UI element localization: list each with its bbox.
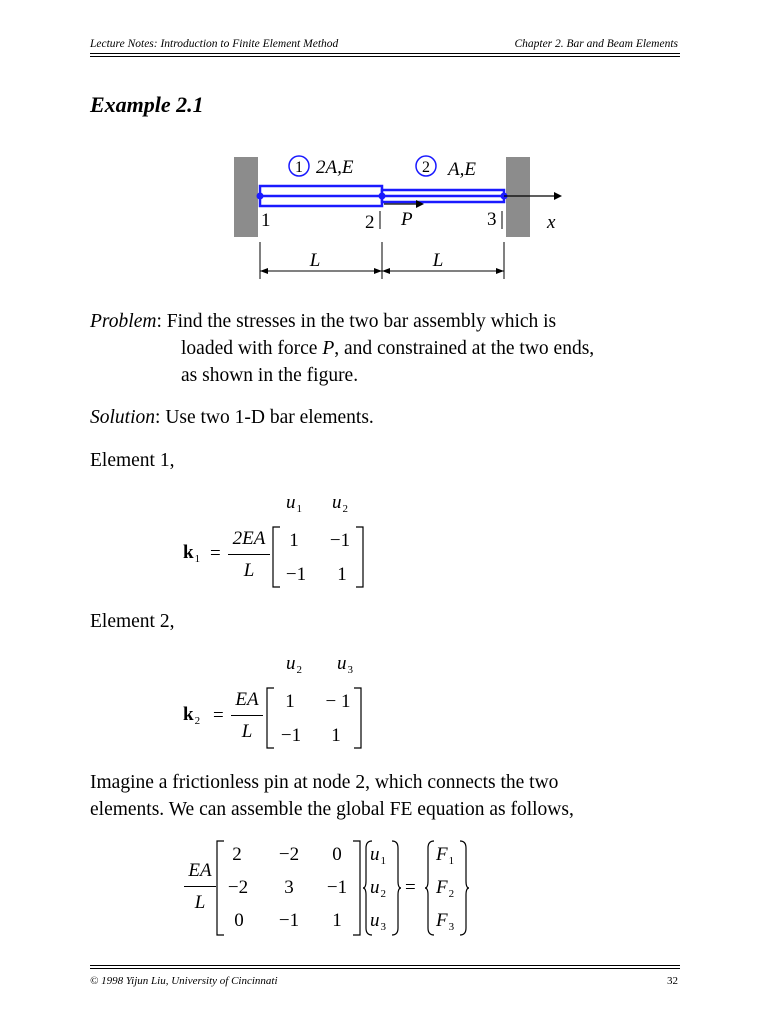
- element-1-m21: −1: [285, 564, 307, 585]
- global-numerator: EA: [188, 860, 212, 881]
- x-axis-arrowhead: [554, 192, 562, 200]
- global-m21: −2: [227, 877, 249, 898]
- global-m23: −1: [326, 877, 348, 898]
- assembly-line-1: Imagine a frictionless pin at node 2, which connects the two: [90, 772, 559, 793]
- problem-label: Problem: [90, 311, 157, 332]
- example-title: Example 2.1: [90, 92, 204, 117]
- global-fraction-bar: [184, 886, 216, 887]
- element-2-fraction-bar: [231, 715, 263, 716]
- element-2-equals: =: [213, 705, 224, 726]
- load-label: P: [401, 209, 413, 230]
- problem-text-2a: loaded with force: [181, 338, 323, 359]
- element-1-col-2: $u_2$: [332, 492, 348, 515]
- element-2-m21: −1: [280, 725, 302, 746]
- solution-text: Use two 1-D bar elements.: [165, 407, 374, 428]
- dim-arrow-1b: [374, 268, 382, 274]
- element-1-numerator: 2EA: [232, 528, 266, 549]
- footer-rule-2: [90, 968, 680, 969]
- length-2-label: L: [432, 250, 444, 271]
- element-1-props: 2A,E: [316, 157, 354, 178]
- problem-text-2b: , and constrained at the two ends,: [334, 338, 595, 359]
- global-m32: −1: [278, 910, 300, 931]
- global-m11: 2: [232, 844, 242, 865]
- x-axis-label: x: [547, 212, 556, 233]
- problem-line-2: [181, 336, 594, 362]
- element-1-m12: −1: [329, 530, 351, 551]
- element-2-numerator: EA: [235, 689, 259, 710]
- dim-arrow-1a: [260, 268, 268, 274]
- bar-assembly-figure: [220, 145, 580, 285]
- element-2-col-1: $u_2$: [286, 653, 302, 676]
- displacement-u1: $u_1$: [370, 844, 386, 867]
- global-m12: −2: [278, 844, 300, 865]
- assembly-line-2: elements. We can assemble the global FE equation as follows,: [90, 799, 574, 820]
- element-2-m12: − 1: [325, 691, 351, 712]
- solution-label: Solution: [90, 407, 156, 428]
- left-wall: [234, 157, 258, 237]
- node-1-label: 1: [261, 210, 271, 231]
- right-wall: [506, 157, 530, 237]
- length-1-label: L: [309, 250, 321, 271]
- header-rule-1: [90, 53, 680, 54]
- node-2-label: 2: [365, 212, 375, 233]
- element-1-fraction-bar: [228, 554, 270, 555]
- global-m33: 1: [332, 910, 342, 931]
- header-right: Chapter 2. Bar and Beam Elements: [514, 38, 678, 50]
- force-f3: $F_3$: [436, 910, 455, 933]
- dim-arrow-2a: [382, 268, 390, 274]
- problem-text-1: Find the stresses in the two bar assembly which is: [166, 311, 557, 332]
- element-2-props: A,E: [448, 159, 476, 180]
- element-2-denominator: L: [241, 721, 253, 742]
- element-1-equals: =: [210, 543, 221, 564]
- footer-rule-1: [90, 965, 680, 966]
- force-f1: $F_1$: [436, 844, 455, 867]
- header-rule-2: [90, 56, 680, 57]
- element-1-k-symbol: $k_1$: [183, 542, 201, 565]
- element-1-m11: 1: [289, 530, 299, 551]
- global-denominator: L: [194, 892, 206, 913]
- force-f2: $F_2$: [436, 877, 455, 900]
- global-equals: =: [405, 877, 416, 898]
- problem-line-1: Problem: Find the stresses in the two bar assembly which is: [90, 311, 557, 332]
- element-2-number: 2: [422, 159, 430, 176]
- header-left: Lecture Notes: Introduction to Finite Element Method: [90, 38, 339, 50]
- node-3-label: 3: [487, 209, 497, 230]
- global-m13: 0: [332, 844, 342, 865]
- problem-line-3: as shown in the figure.: [181, 365, 359, 386]
- dim-arrow-2b: [496, 268, 504, 274]
- element-1-denominator: L: [243, 560, 255, 581]
- problem-force-symbol: P: [322, 338, 335, 359]
- element-2-k-symbol: $k_2$: [183, 704, 201, 727]
- global-m22: 3: [284, 877, 294, 898]
- element-1-col-1: $u_1$: [286, 492, 302, 515]
- element-2-m22: 1: [331, 725, 341, 746]
- page-number: 32: [667, 975, 678, 987]
- footer-copyright: © 1998 Yijun Liu, University of Cincinnati: [90, 975, 278, 987]
- element-2-col-2: $u_3$: [337, 653, 353, 676]
- global-m31: 0: [234, 910, 244, 931]
- solution-line: Solution: Use two 1-D bar elements.: [90, 407, 374, 428]
- element-1-number: 1: [295, 159, 303, 176]
- element-1-heading: Element 1,: [90, 450, 175, 471]
- displacement-u2: $u_2$: [370, 877, 386, 900]
- element-2-m11: 1: [285, 691, 295, 712]
- node-1-dot: [257, 193, 264, 200]
- node-2-dot: [379, 193, 386, 200]
- element-1-m22: 1: [337, 564, 347, 585]
- element-2-heading: Element 2,: [90, 611, 175, 632]
- displacement-u3: $u_3$: [370, 910, 386, 933]
